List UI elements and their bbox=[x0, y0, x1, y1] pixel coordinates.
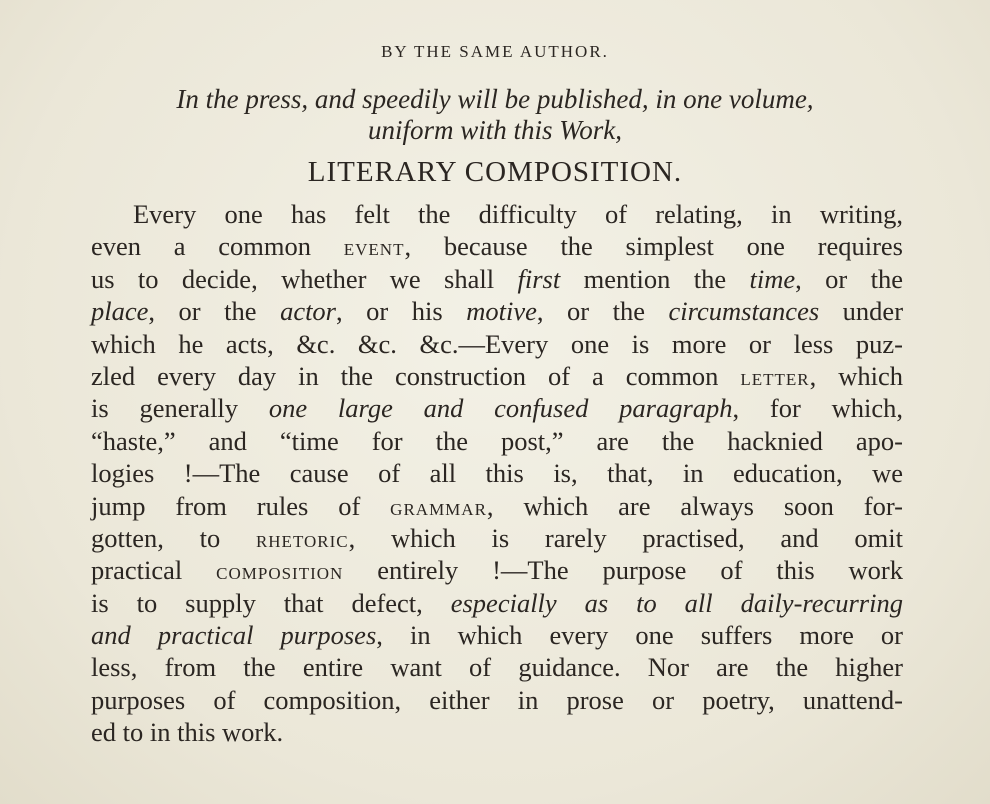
text-line: even a common event, because the simplest one requires bbox=[91, 231, 903, 262]
text-line: Every one has felt the difficulty of relating, in writing, bbox=[133, 199, 903, 229]
text-line: gotten, to rhetoric, which is rarely practised, and omit bbox=[91, 522, 903, 553]
announcement-line-2: uniform with this Work, bbox=[367, 115, 623, 145]
text-line: is to supply that defect, especially as to all daily-recurring bbox=[91, 587, 903, 618]
text-line: “haste,” and “time for the post,” are the hacknied apo- bbox=[91, 425, 903, 456]
text-line: less, from the entire want of guidance. Nor are the higher bbox=[91, 652, 903, 683]
announcement-line-1: In the press, and speedily will be published, in one volume, bbox=[176, 84, 814, 114]
text-line: us to decide, whether we shall first mention the time, or the bbox=[91, 263, 903, 294]
text-line: logies !—The cause of all this is, that, in education, we bbox=[91, 458, 903, 489]
text-line: and practical purposes, in which every one suffers more or bbox=[91, 620, 903, 651]
text-line: zled every day in the construction of a common letter, which bbox=[91, 360, 903, 391]
text-line: place, or the actor, or his motive, or the circumstances under bbox=[91, 296, 904, 327]
description-paragraph bbox=[91, 198, 903, 749]
text-line: which he acts, &c. &c. &c.—Every one is more or less puz- bbox=[91, 328, 903, 359]
text-line: ed to in this work. bbox=[91, 717, 284, 748]
text-line: practical composition entirely !—The purpose of this work bbox=[91, 555, 904, 586]
header-by-the-same-author: BY THE SAME AUTHOR. bbox=[381, 42, 609, 61]
text-line: purposes of composition, either in prose or poetry, unattend- bbox=[91, 684, 903, 715]
text-line: jump from rules of grammar, which are always soon for- bbox=[91, 490, 903, 521]
text-line: is generally one large and confused paragraph, for which, bbox=[91, 393, 903, 424]
book-title: LITERARY COMPOSITION. bbox=[307, 156, 683, 188]
